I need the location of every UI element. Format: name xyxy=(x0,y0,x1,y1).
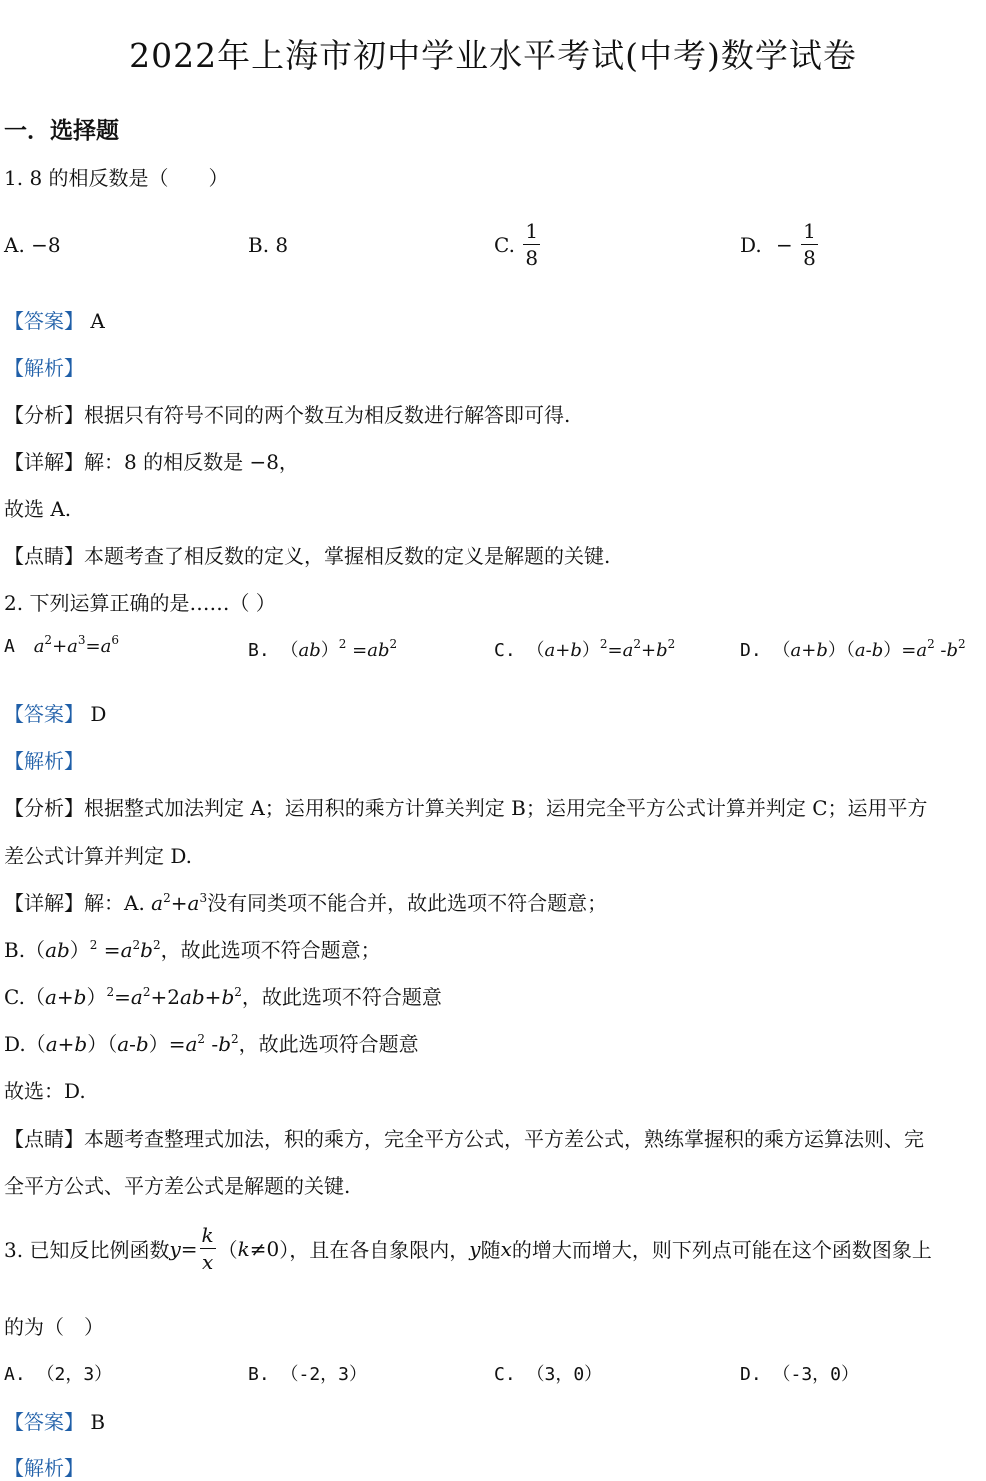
analysis-tag: 【解析】 xyxy=(4,1456,84,1480)
xiangjie-tag: 【详解】 xyxy=(4,891,84,915)
option-label: A xyxy=(4,636,15,657)
option-label: D. （ xyxy=(740,640,791,661)
option-expression: $a+b)(a-b)=a^2$ $-b^2$ xyxy=(790,637,966,661)
q2-option-a xyxy=(4,633,119,657)
dianjing-tag: 【点睛】 xyxy=(4,544,84,568)
q2-answer xyxy=(4,698,106,727)
q3-answer xyxy=(4,1406,105,1435)
q1-option-d-label: D. xyxy=(740,232,762,257)
q2-detail-b: $B.(ab)^2 =a^2b^2$，故此选项不符合题意； xyxy=(4,938,381,962)
q1-dianjing xyxy=(4,540,610,569)
q2-analysis-heading xyxy=(4,745,84,774)
q1-answer xyxy=(4,305,105,334)
fraction-numerator: 1 xyxy=(803,219,816,243)
q1-xiangjie xyxy=(4,446,299,475)
q3-stem-line1: 3. 已知反比例函数y= $\frac{k}{x}$ （k≠0），且在各自象限内，y随x的增大而增大，则下列点可能在这个函数图象上 xyxy=(4,1223,932,1274)
option-label: B. （ xyxy=(248,640,299,661)
q2-fenxi-line2: 差公式计算并判定 D. xyxy=(4,844,193,868)
stem-pre: 3. 已知反比例函数 xyxy=(4,1238,170,1262)
dianjing-tag: 【点睛】 xyxy=(4,1127,84,1151)
answer-tag: 【答案】 xyxy=(4,1410,84,1434)
fraction xyxy=(523,218,540,271)
fenxi-tag: 【分析】 xyxy=(4,796,84,820)
q2-dianjing-line2: 全平方公式、平方差公式是解题的关键. xyxy=(4,1174,351,1198)
q1-option-c xyxy=(494,218,542,271)
dianjing-text: 本题考查整理式加法，积的乘方，完全平方公式，平方差公式，熟练掌握积的乘方运算法则、完 xyxy=(84,1127,924,1151)
xiangjie-text: 解：8 的相反数是 −8， xyxy=(84,450,299,474)
answer-value: B xyxy=(84,1410,106,1434)
page-title: 2022年上海市初中学业水平考试(中考)数学试卷 xyxy=(129,36,857,75)
q3-option-d: D. （-3，0） xyxy=(740,1364,860,1385)
q2-xiangjie xyxy=(4,887,607,916)
fraction-denominator: 8 xyxy=(525,246,539,270)
fraction xyxy=(801,218,818,271)
option-expression: $a^2+a^3=a^6$ xyxy=(33,633,119,657)
analysis-tag: 【解析】 xyxy=(4,356,84,380)
fraction: $\frac{k}{x}$ xyxy=(201,1223,214,1274)
fraction-denominator: 8 xyxy=(803,246,816,270)
detail-text: ，故此选项不符合题意 xyxy=(241,985,442,1009)
dianjing-text: 本题考查了相反数的定义，掌握相反数的定义是解题的关键. xyxy=(84,544,611,568)
q3-option-c: C. （3，0） xyxy=(494,1364,603,1385)
option-expression: $a+b)^2=a^2+b^2$ xyxy=(544,637,676,661)
minus-sign: − xyxy=(776,232,793,257)
q2-stem: 2. 下列运算正确的是……（ ） xyxy=(4,591,276,615)
stem-post-2: 随 xyxy=(480,1238,501,1262)
q2-option-b xyxy=(248,636,397,662)
xiangjie-tag: 【详解】 xyxy=(4,450,84,474)
fraction-numerator: 1 xyxy=(525,219,539,243)
q3-option-a: A. （2，3） xyxy=(4,1364,113,1385)
q2-choose: 故选：D. xyxy=(4,1079,86,1103)
q1-option-a: A. −8 xyxy=(4,233,61,257)
q1-analysis-heading xyxy=(4,352,84,381)
answer-value: D xyxy=(84,702,107,726)
detail-text: ，故此选项符合题意 xyxy=(238,1032,419,1056)
q1-option-c-label: C. xyxy=(494,232,515,257)
q3-option-b: B. （-2，3） xyxy=(248,1364,368,1385)
q2-detail-c: $C.(a+b)^2=a^2+2ab+b^2$，故此选项不符合题意 xyxy=(4,985,442,1009)
xiangjie-pre: 解：A. xyxy=(84,891,152,915)
fenxi-tag: 【分析】 xyxy=(4,403,84,427)
q1-stem: 1. 8 的相反数是（ ） xyxy=(4,166,229,190)
stem-post-1: ），且在各自象限内， xyxy=(279,1238,470,1262)
q1-option-d xyxy=(740,218,820,271)
fenxi-text: 根据只有符号不同的两个数互为相反数进行解答即可得. xyxy=(84,403,571,427)
answer-tag: 【答案】 xyxy=(4,309,84,333)
q3-stem-line2: 的为（ ） xyxy=(4,1315,104,1339)
option-expression: $ab)^2 =ab^2$ xyxy=(298,637,398,661)
option-label: C. （ xyxy=(494,640,545,661)
q2-option-d xyxy=(740,636,966,662)
answer-value: A xyxy=(84,309,105,333)
q2-dianjing-line1 xyxy=(4,1123,924,1152)
stem-mid: （ xyxy=(217,1238,238,1262)
stem-post-3: 的增大而增大，则下列点可能在这个函数图象上 xyxy=(511,1238,932,1262)
q2-option-c xyxy=(494,636,675,662)
answer-tag: 【答案】 xyxy=(4,702,84,726)
q2-detail-d: $D.(a+b)(a-b)=a^2$ $-b^2$，故此选项符合题意 xyxy=(4,1032,419,1056)
q1-fenxi xyxy=(4,399,570,428)
q2-fenxi-line1 xyxy=(4,792,928,821)
analysis-tag: 【解析】 xyxy=(4,749,84,773)
xiangjie-post: 没有同类项不能合并，故此选项不符合题意； xyxy=(207,891,608,915)
fenxi-text: 根据整式加法判定 A；运用积的乘方计算关判定 B；运用完全平方公式计算并判定 C；运用平方 xyxy=(84,796,928,820)
section-heading: 一．选择题 xyxy=(4,118,119,144)
detail-text: ，故此选项不符合题意； xyxy=(160,938,381,962)
q1-option-b: B. 8 xyxy=(248,233,289,257)
q3-analysis-heading xyxy=(4,1452,84,1481)
expression: $a^2+a^3$ xyxy=(151,891,208,915)
q1-choose: 故选 A. xyxy=(4,497,72,521)
